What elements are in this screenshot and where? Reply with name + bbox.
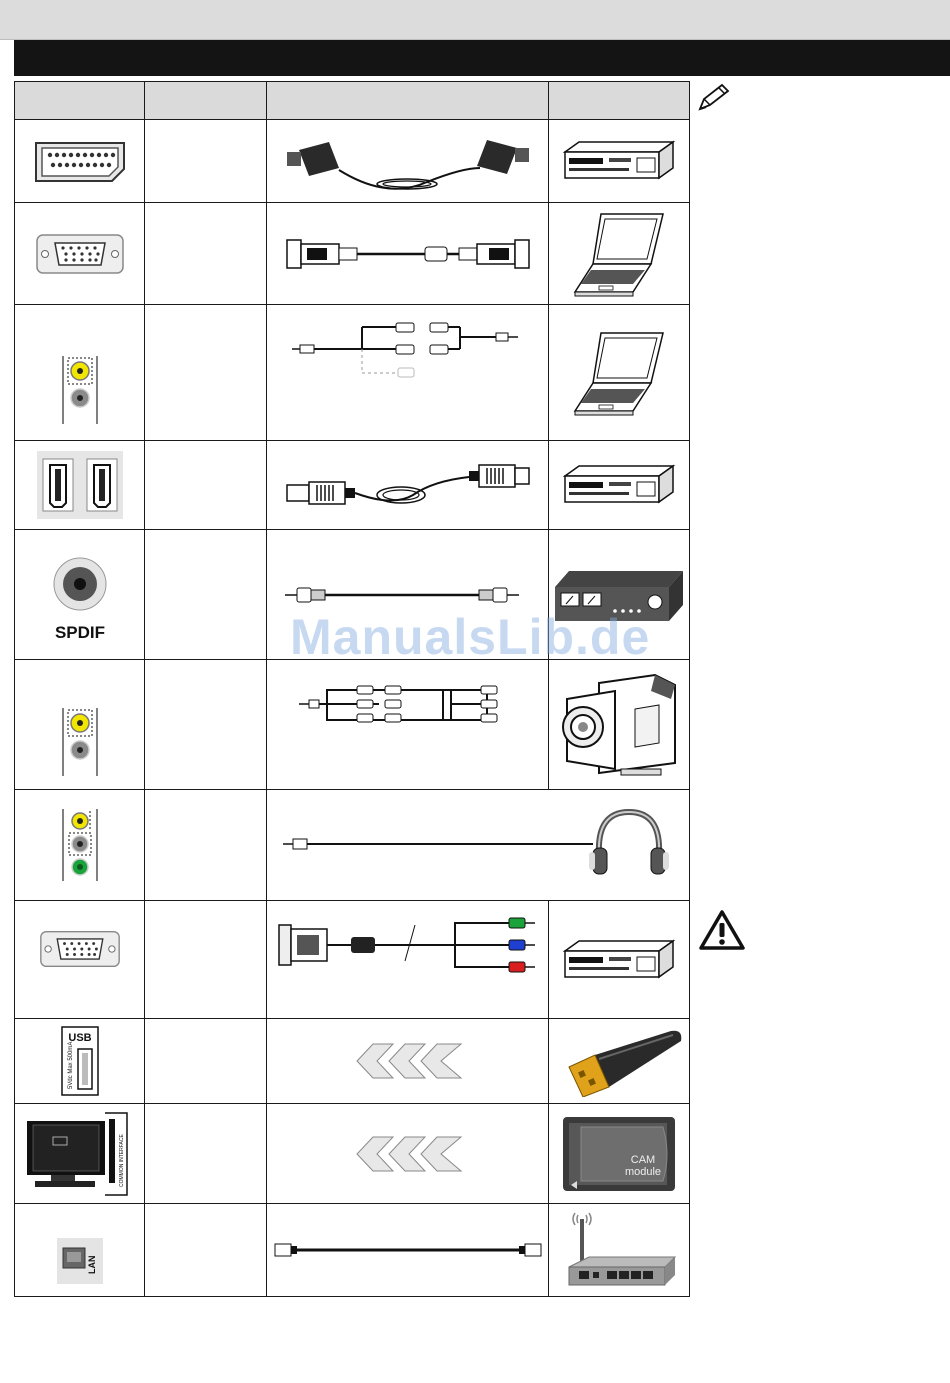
hdmi-port-icon bbox=[35, 449, 125, 521]
cable-cell bbox=[267, 120, 549, 203]
hdmi-cable-icon bbox=[283, 455, 533, 515]
laptop-icon bbox=[571, 210, 667, 298]
device-cell bbox=[549, 1104, 690, 1204]
cable-cell bbox=[267, 1104, 549, 1204]
port-cell bbox=[15, 203, 145, 305]
cable-cell bbox=[267, 441, 549, 530]
av-jack-port-icon bbox=[60, 700, 100, 780]
spdif-label: SPDIF bbox=[54, 622, 105, 642]
section-title-bar bbox=[14, 40, 950, 76]
table-row bbox=[15, 305, 690, 441]
usb-rating-label: 5Vdc Max 500mA bbox=[67, 1041, 74, 1089]
device-cell bbox=[549, 660, 690, 790]
port-cell bbox=[15, 660, 145, 790]
table-row bbox=[15, 530, 690, 660]
type-cell bbox=[145, 203, 267, 305]
device-cell bbox=[549, 1019, 690, 1104]
arrows-icon bbox=[353, 1042, 463, 1080]
type-cell bbox=[145, 530, 267, 660]
type-cell bbox=[145, 790, 267, 901]
port-cell bbox=[15, 441, 145, 530]
device-cell bbox=[549, 441, 690, 530]
table-row bbox=[15, 203, 690, 305]
ethernet-cable-icon bbox=[273, 1238, 543, 1262]
scart-port-icon bbox=[30, 137, 130, 185]
watermark: ManualsLib.de bbox=[290, 609, 651, 665]
type-cell bbox=[145, 1019, 267, 1104]
warning-icon bbox=[698, 908, 746, 952]
port-cell bbox=[15, 1019, 145, 1104]
table-row bbox=[15, 790, 690, 901]
vga-cable-icon bbox=[283, 234, 533, 274]
common-interface-label: COMMON INTERFACE bbox=[118, 1133, 125, 1187]
col-header-connector bbox=[15, 82, 145, 120]
router-icon bbox=[559, 1211, 679, 1289]
port-cell bbox=[15, 1204, 145, 1297]
top-strip bbox=[0, 0, 950, 40]
connection-table bbox=[14, 81, 690, 1297]
cable-cell bbox=[267, 790, 690, 901]
device-cell bbox=[549, 530, 690, 660]
spdif-port-icon bbox=[35, 540, 125, 650]
audio-cable-icon bbox=[288, 313, 528, 383]
cable-cell bbox=[267, 1019, 549, 1104]
cable-cell bbox=[267, 305, 549, 441]
lan-port-icon bbox=[55, 1236, 105, 1286]
headphone-jack-port-icon bbox=[60, 805, 100, 885]
port-cell bbox=[15, 1104, 145, 1204]
table-header-row bbox=[15, 82, 690, 120]
type-cell bbox=[145, 120, 267, 203]
arrows-icon bbox=[353, 1135, 463, 1173]
device-cell bbox=[549, 120, 690, 203]
amplifier-icon bbox=[553, 567, 685, 623]
vcr-icon bbox=[559, 136, 679, 186]
port-cell bbox=[15, 530, 145, 660]
cable-cell bbox=[267, 530, 549, 660]
table-row bbox=[15, 441, 690, 530]
laptop-icon bbox=[571, 329, 667, 417]
usb-port-icon bbox=[60, 1025, 100, 1097]
port-cell bbox=[15, 790, 145, 901]
device-cell bbox=[549, 901, 690, 1019]
vga-port-icon bbox=[35, 233, 125, 275]
device-cell bbox=[549, 305, 690, 441]
camcorder-icon bbox=[559, 669, 679, 781]
side-warning bbox=[698, 908, 746, 957]
usb-stick-icon bbox=[555, 1025, 683, 1097]
type-cell bbox=[145, 441, 267, 530]
port-cell bbox=[15, 120, 145, 203]
player-icon bbox=[559, 935, 679, 985]
side-note bbox=[696, 83, 732, 118]
type-cell bbox=[145, 660, 267, 790]
device-cell bbox=[549, 203, 690, 305]
player-icon bbox=[559, 460, 679, 510]
tv-back-icon bbox=[23, 1111, 137, 1197]
usb-label: USB bbox=[67, 1032, 92, 1044]
headphones-icon bbox=[589, 808, 669, 882]
table-row bbox=[15, 120, 690, 203]
col-header-device bbox=[549, 82, 690, 120]
cam-module-icon bbox=[559, 1115, 679, 1193]
port-cell bbox=[15, 305, 145, 441]
table-row bbox=[15, 1104, 690, 1204]
scart-cable-icon bbox=[277, 126, 539, 196]
lan-label: LAN bbox=[86, 1255, 97, 1274]
port-cell bbox=[15, 901, 145, 1019]
type-cell bbox=[145, 1104, 267, 1204]
audio-jack-port-icon bbox=[60, 348, 100, 428]
cam-module-label: CAM module bbox=[624, 1153, 662, 1178]
type-cell bbox=[145, 1204, 267, 1297]
table-row bbox=[15, 1204, 690, 1297]
type-cell bbox=[145, 901, 267, 1019]
av-cable-icon bbox=[293, 680, 523, 730]
vga-port-icon bbox=[39, 929, 121, 969]
cable-cell bbox=[267, 1204, 549, 1297]
coaxial-cable-icon bbox=[283, 580, 533, 610]
table-row bbox=[15, 660, 690, 790]
ypbpr-cable-icon bbox=[273, 911, 543, 983]
cable-cell bbox=[267, 901, 549, 1019]
cable-cell bbox=[267, 203, 549, 305]
device-cell bbox=[549, 1204, 690, 1297]
pencil-note-icon bbox=[696, 83, 732, 113]
col-header-type bbox=[145, 82, 267, 120]
table-row bbox=[15, 901, 690, 1019]
type-cell bbox=[145, 305, 267, 441]
cable-cell bbox=[267, 660, 549, 790]
table-row bbox=[15, 1019, 690, 1104]
col-header-cable bbox=[267, 82, 549, 120]
